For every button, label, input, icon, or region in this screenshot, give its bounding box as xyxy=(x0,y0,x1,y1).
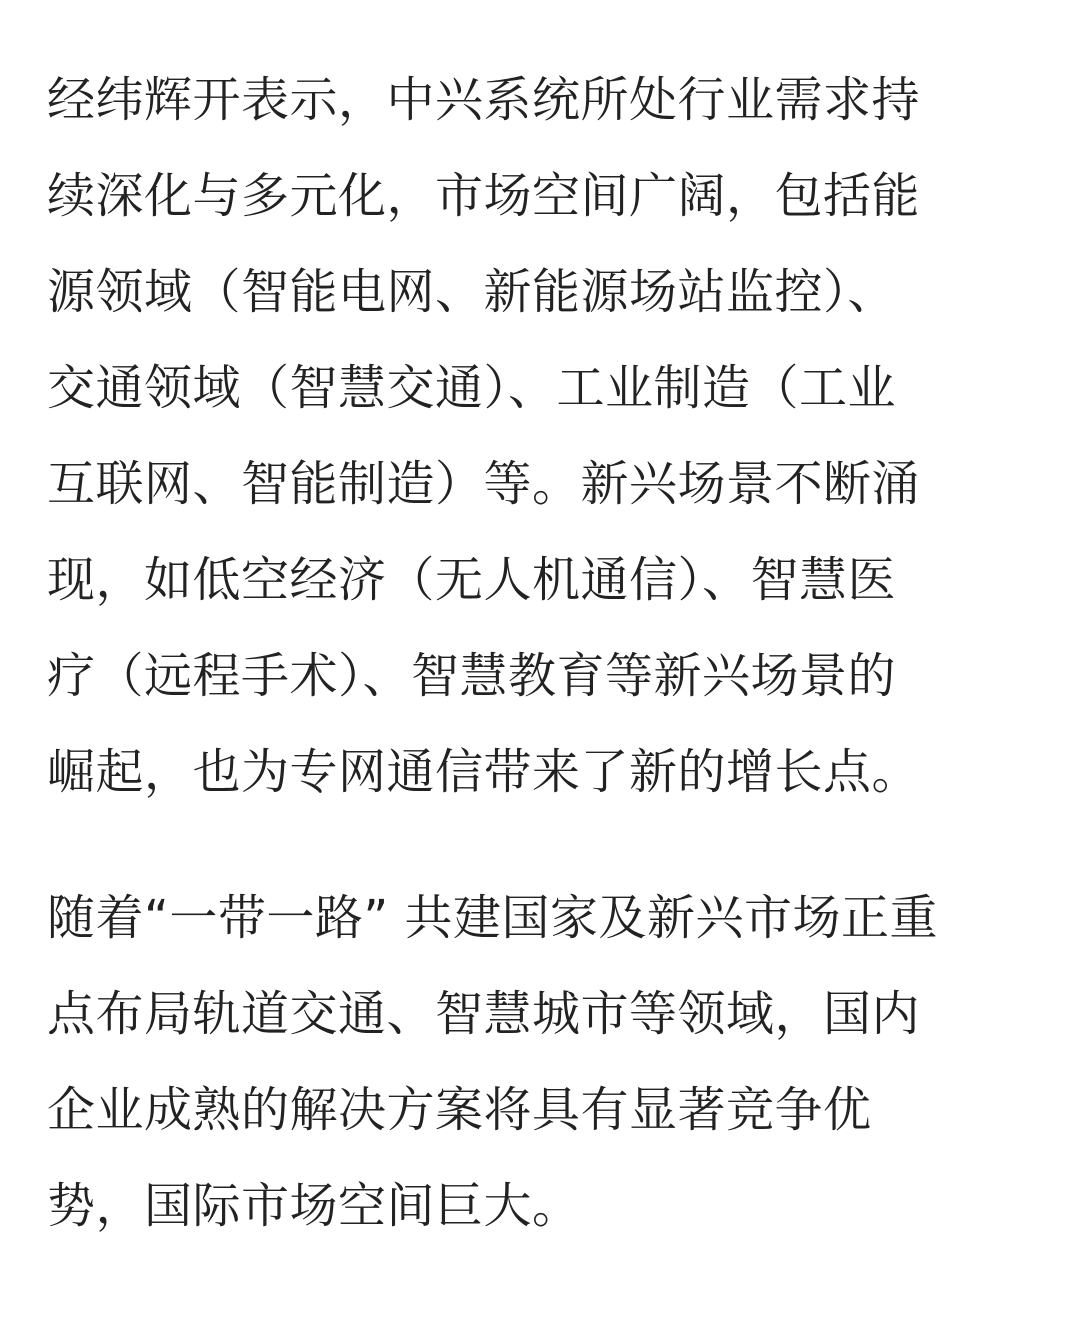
paragraph-2-line: 随着“一带一路” 共建国家及新兴市场正重 xyxy=(47,890,938,946)
paragraph-2-line: 势，国际市场空间巨大。 xyxy=(47,1178,581,1234)
paragraph-1-line: 崛起，也为专网通信带来了新的增长点。 xyxy=(47,744,921,800)
paragraph-2-line: 点布局轨道交通、智慧城市等领域，国内 xyxy=(47,986,921,1042)
paragraph-1-line: 互联网、智能制造）等。新兴场景不断涌 xyxy=(47,456,921,512)
article-body xyxy=(47,52,1037,1254)
paragraph-1 xyxy=(47,52,1037,820)
paragraph-1-line: 源领域（智能电网、新能源场站监控）、 xyxy=(47,264,897,320)
paragraph-1-line: 现，如低空经济（无人机通信）、智慧医 xyxy=(47,552,897,608)
paragraph-2-line: 企业成熟的解决方案将具有显著竞争优 xyxy=(47,1082,872,1138)
paragraph-1-line: 经纬辉开表示，中兴系统所处行业需求持 xyxy=(47,72,921,128)
paragraph-1-line: 续深化与多元化，市场空间广阔，包括能 xyxy=(47,168,921,224)
paragraph-1-line: 疗（远程手术）、智慧教育等新兴场景的 xyxy=(47,648,897,704)
paragraph-1-line: 交通领域（智慧交通）、工业制造（工业 xyxy=(47,360,897,416)
paragraph-2 xyxy=(47,870,1037,1254)
